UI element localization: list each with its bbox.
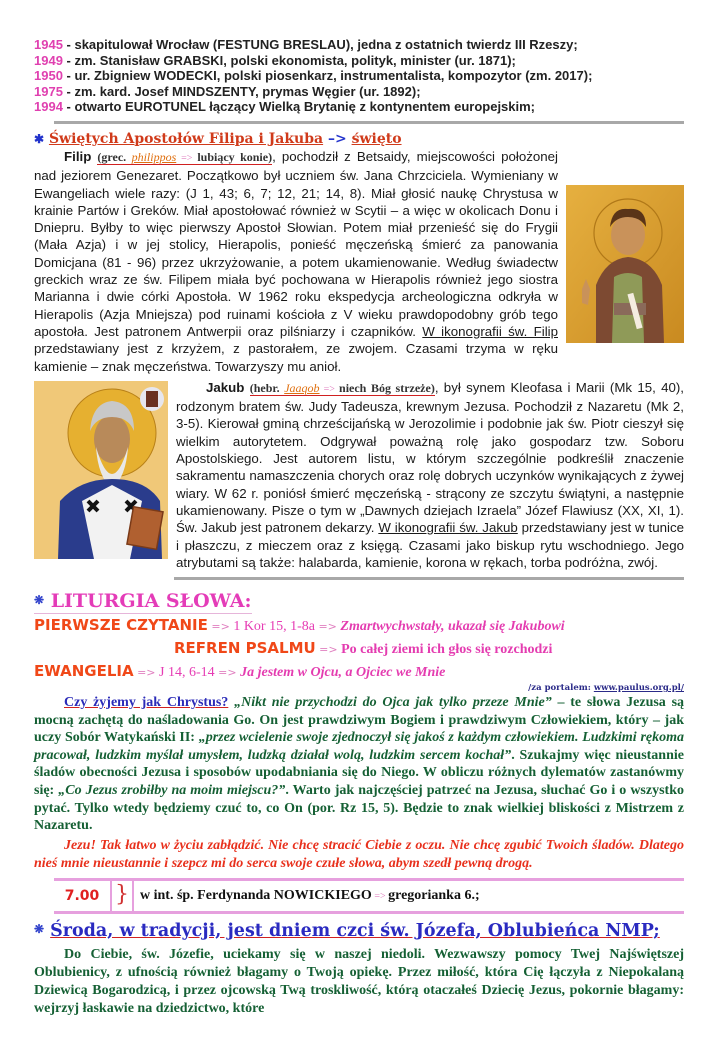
source-prefix: /za portalem: bbox=[528, 683, 594, 694]
james-icon-image bbox=[34, 381, 168, 559]
james-etymology bbox=[250, 381, 435, 396]
james-name: Jakub bbox=[206, 379, 245, 395]
james-biography bbox=[34, 379, 684, 571]
reflection-text: – te słowa Jezusa są mocną zachętą do naśladowania Go. On jest prawdziwym Bogiem i prawdziwym Człowiekiem, który – jak uczy Sobór Watykański II: bbox=[34, 695, 685, 746]
saints-heading bbox=[34, 130, 684, 148]
liturgy-heading bbox=[34, 588, 252, 614]
etymology-prefix: (hebr. bbox=[249, 380, 285, 395]
philip-icon-image bbox=[566, 185, 684, 343]
philip-iconography-label: W ikonografii św. Filip bbox=[422, 323, 558, 339]
reading-gospel bbox=[34, 660, 684, 683]
etymology-origin: philippos bbox=[131, 149, 177, 164]
etymology-meaning: niech Bóg strzeże bbox=[339, 380, 431, 395]
star-bullet-icon: ✱ bbox=[34, 131, 45, 146]
quote: „Co Jezus zrobiłby na moim miejscu?” bbox=[58, 783, 286, 799]
joseph-prayer: Do Ciebie, św. Józefie, uciekamy się w naszej niedoli. Wezwawszy pomocy Twej Najświętszej Oblubienicy, z ufnością również błagamy o Twoją opiekę. Przez miłość, która Cię łączyła z Niepokalaną Dziewicą Bogarodzicą, i przez ojcowską Twą troskliwość, którą otaczałeś Dziecię Jezus, pokornie błagamy: wejrzyj łaskawie na dziedzictwo, które bbox=[34, 947, 684, 1016]
etymology-prefix: (grec. bbox=[97, 149, 132, 164]
star-bullet-icon: ❋ bbox=[34, 593, 45, 608]
mass-intention-row bbox=[54, 878, 684, 914]
reading-motto: Po całej ziemi ich głos się rozchodzi bbox=[341, 642, 553, 658]
event-text: - zm. kard. Josef MINDSZENTY, prymas Węgier (ur. 1892); bbox=[62, 83, 421, 99]
mass-time: 7.00 bbox=[54, 881, 112, 911]
event-row bbox=[34, 84, 684, 100]
intention-suffix: gregorianka 6.; bbox=[388, 888, 480, 904]
reading-label: REFREN PSALMU bbox=[174, 639, 316, 658]
reading-reference: 1 Kor 15, 1-8a bbox=[233, 619, 315, 635]
etymology-meaning: lubiący konie bbox=[197, 149, 269, 164]
arrow-icon: => bbox=[315, 643, 342, 657]
intention-text: w int. śp. Ferdynanda NOWICKIEGO bbox=[140, 888, 372, 904]
arrow-icon: => bbox=[214, 666, 241, 680]
quote: „Nikt nie przychodzi do Ojca jak tylko przeze Mnie” bbox=[228, 695, 552, 711]
arrow-icon: => bbox=[133, 666, 160, 680]
reading-motto: Zmartwychwstały, ukazał się Jakubowi bbox=[340, 619, 565, 635]
etymology-suffix: ) bbox=[268, 149, 273, 164]
event-year: 1949 bbox=[34, 52, 63, 68]
event-year: 1994 bbox=[34, 99, 63, 115]
liturgy-title: LITURGIA SŁOWA: bbox=[50, 590, 252, 613]
event-row bbox=[34, 68, 684, 84]
divider bbox=[174, 577, 684, 580]
event-year: 1945 bbox=[34, 37, 63, 52]
arrow-icon: => bbox=[176, 152, 198, 164]
quote: „przez wcielenie swoje zjednoczył się jakoś z każdym człowiekiem. Ludzkimi rękoma pracował, ludzkim myślał umysłem, ludzką działał wolą, ludzkim sercem kochał” bbox=[34, 730, 684, 763]
reflection-text: . Szukajmy więc nieustannie śladów obecności Jezusa i sposobów upodabniania się do Niego. W obliczu różnych dylematów zastanówmy się: bbox=[34, 747, 684, 799]
philip-biography bbox=[34, 148, 684, 375]
arrow-icon: => bbox=[319, 383, 340, 395]
james-text-1: , był synem Kleofasa i Marii (Mk 15, 40), rodzonym bratem św. Judy Tadeusza, krewnym Jezusa. Pochodził z Nazaretu (Mk 2, 3-5). Kierował gminą chrześcijańską w Jerozolimie i podobnie jak św. Piotr cieszył się wielkim autorytetem. Odgrywał poważną rolę jako gospodarz tzw. Soboru Apostolskiego. Jest autorem listu, w którym szczególnie podkreślił znaczenie sakramentu namaszczenia chorych oraz rolę dobrych uczynków wynikających z żywej wiary. W 62 r. poniósł śmierć męczeńską - strącony ze szczytu świątyni, a następnie ukamienowany. Pisze o tym w „Dawnych dziejach Izraela” Józef Flawiusz (XX, XI, 1). Św. Jakub jest patronem dekarzy. bbox=[176, 379, 684, 536]
etymology-origin: Jaaqob bbox=[284, 380, 320, 395]
arrow-icon: => bbox=[314, 620, 341, 634]
prayer-text: Jezu! Tak łatwo w życiu zabłądzić. Nie chcę stracić Ciebie z oczu. Nie chcę zgubić Twoich śladów. Dlatego nieś mnie nieustannie i szepcz mi do serca swoje czułe słowa, abym szedł pewną drogą. bbox=[34, 837, 684, 871]
event-row bbox=[34, 37, 684, 53]
source-link[interactable]: www.paulus.org.pl/ bbox=[593, 683, 684, 694]
event-row bbox=[34, 99, 684, 115]
wednesday-title: Środa, w tradycji, jest dniem czci św. Józefa, Oblubieńca NMP; bbox=[50, 921, 660, 942]
event-text: - otwarto EUROTUNEL łączący Wielką Brytanię z kontynentem europejskim; bbox=[62, 99, 536, 115]
reading-first bbox=[34, 614, 684, 637]
event-text: - zm. Stanisław GRABSKI, polski ekonomista, polityk, minister (ur. 1871); bbox=[62, 52, 516, 68]
reading-psalm bbox=[34, 637, 684, 660]
philip-text-1: , pochodził z Betsaidy, miejscowości położonej nad jeziorem Genezaret. Początkowo był uczniem św. Jana Chrzciciela. Wymieniany w Ewangeliach wiele razy: (J 1, 43; 6, 7; 12, 21; 14, 8). Miał głosić naukę Chrystusa w krainie Partów i Greków. Miał apostołować również w Scytii – a więc w okolicach Donu i Dniepru. Byłby to więc pierwszy Apostoł Słowian. Potem miał przenieść się do Frygii (Mała Azja) i w jej stolicy, Hierapolis, ponieść męczeńską śmierć za panowania Domicjana (81 - 96) przez ukrzyżowanie, a potem ukamienowanie. Według świadectw greckich wraz ze św. Filipem miała być pochowana w Hierapolis również jego siostra Marianna i dwie córki Apostoła. W 1962 roku ekspedycja archeologiczna odkryła w Hierapolis (Azja Mniejsza) pod ruinami kościoła z V wieku prawdopodobny grób tego apostoła. Jest patronem Antwerpii oraz pilśniarzy i czapników. bbox=[34, 148, 558, 339]
saints-title: Świętych Apostołów Filipa i Jakuba bbox=[48, 130, 324, 147]
event-year: 1975 bbox=[34, 83, 63, 99]
reading-motto: Ja jestem w Ojcu, a Ojciec we Mnie bbox=[240, 665, 446, 681]
reading-label: PIERWSZE CZYTANIE bbox=[34, 616, 208, 635]
james-text-2: przedstawiany jest w tunice i płaszczu, z mieczem oraz z księgą. Czasami jako biskup rytu wschodniego. Jego atrybutami są także: halabarda, kamienie, korona w rękach, torba podróżna, zwój. bbox=[176, 520, 684, 570]
star-bullet-icon: ❋ bbox=[34, 922, 45, 937]
arrow-icon: => bbox=[371, 891, 389, 903]
reflection-text: . Warto jak najczęściej patrzeć na Jezusa, słuchać Go i o wszystko pytać. Tylko wtedy będziemy czuć to, co On (por. Rz 15, 5). Będzie to znak wielkiej bliskości z Mistrzem z Nazaretu. bbox=[34, 783, 684, 834]
reading-label: EWANGELIA bbox=[34, 662, 134, 681]
event-year: 1950 bbox=[34, 68, 63, 84]
brace-icon: } bbox=[112, 881, 134, 911]
historical-events-list bbox=[34, 37, 684, 115]
wednesday-heading bbox=[34, 917, 684, 943]
james-iconography-label: W ikonografii św. Jakub bbox=[378, 520, 518, 536]
event-row bbox=[34, 53, 684, 69]
event-text: - ur. Zbigniew WODECKI, polski piosenkarz, instrumentalista, kompozytor (zm. 2017); bbox=[62, 68, 593, 84]
event-text: - skapitulował Wrocław (FESTUNG BRESLAU), jedna z ostatnich twierdz III Rzeszy; bbox=[62, 37, 578, 52]
reading-reference: J 14, 6-14 bbox=[159, 665, 215, 681]
reflection-question: Czy żyjemy jak Chrystus? bbox=[64, 695, 229, 711]
divider bbox=[54, 121, 684, 124]
arrow-icon: => bbox=[207, 620, 234, 634]
philip-text-2: przedstawiany jest z krzyżem, z pastorałem, ze zwojem. Czasami trzyma w ręku kamienie – znak męczeństwa. Towarzyszy mu anioł. bbox=[34, 341, 558, 374]
bulletin-page bbox=[34, 0, 684, 1038]
philip-name: Filip bbox=[64, 148, 92, 164]
arrow-icon: –> bbox=[323, 130, 352, 147]
mass-intention bbox=[140, 881, 480, 911]
etymology-suffix: ) bbox=[430, 380, 435, 395]
reflection-paragraph bbox=[34, 694, 684, 835]
philip-etymology bbox=[97, 150, 272, 165]
feast-rank: święto bbox=[351, 130, 402, 147]
source-credit bbox=[34, 683, 684, 694]
